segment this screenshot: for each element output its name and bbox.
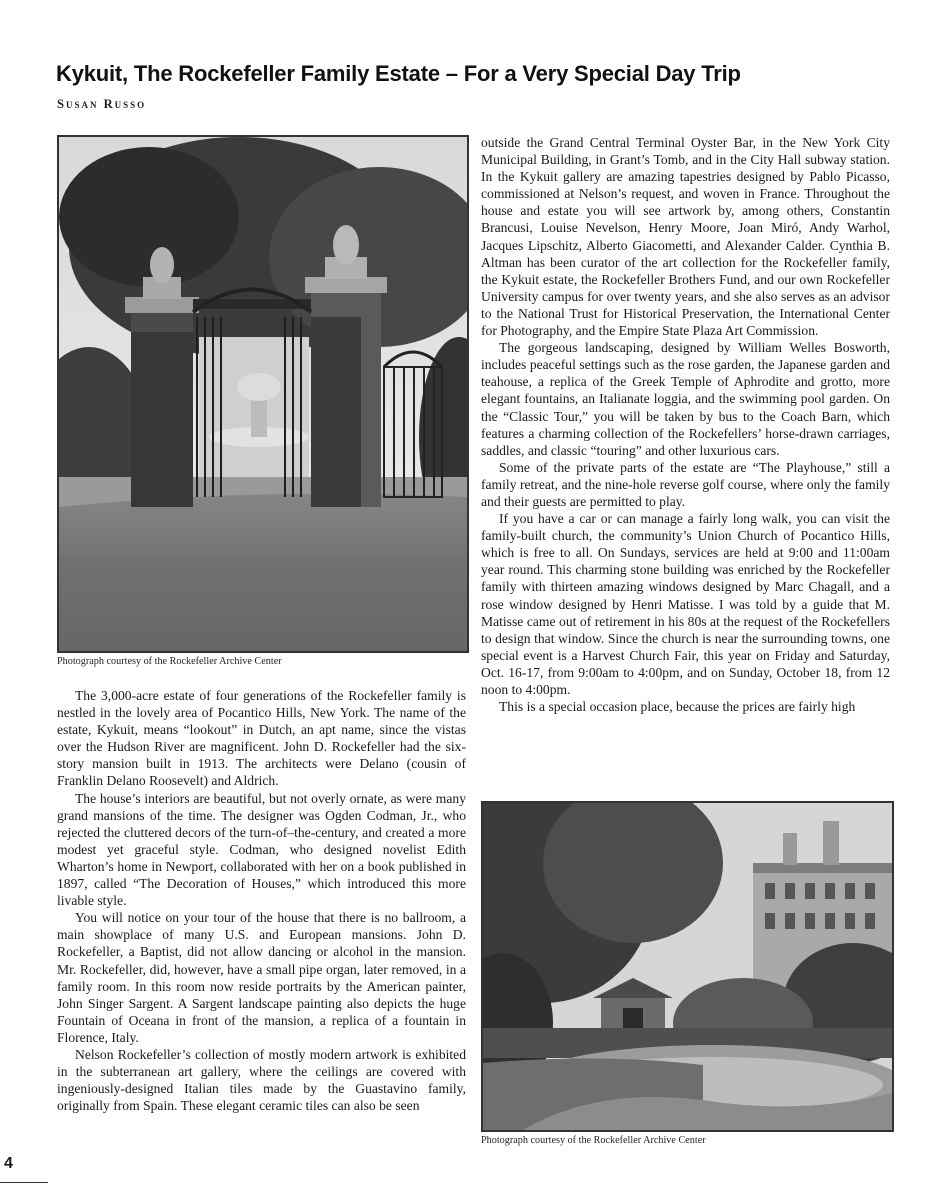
estate-gate-photo — [57, 135, 469, 653]
left-column-text — [57, 687, 466, 1114]
paragraph: The gorgeous landscaping, designed by William Welles Bosworth, includes peaceful settings such as the rose garden, the Japanese garden and teahouse, a replica of the Greek Temple of Aphrodite and grotto, more elegant fountains, an Italianate loggia, and the swimming pool garden. On the “Classic Tour,” you will be taken by bus to the Coach Barn, which features a charming collection of the Rockefellers’ horse-drawn carriages, saddles, and classic “touring” and other luxurious cars. — [481, 340, 890, 458]
paragraph: Some of the private parts of the estate are “The Playhouse,” still a family retreat, and the nine-hole reverse golf course, where only the family and their guests are permitted to play. — [481, 459, 890, 509]
gate-photo-caption: Photograph courtesy of the Rockefeller Archive Center — [57, 656, 282, 667]
right-column-text — [481, 134, 890, 715]
paragraph: The 3,000-acre estate of four generations of the Rockefeller family is nestled in the lovely area of Pocantico Hills, New York. The name of the estate, Kykuit, means “lookout” in Dutch, an apt name, since the vistas over the Hudson River are magnificent. John D. Rockefeller had the six-story mansion built in 1913. The architects were Delano (cousin of Franklin Delano Roosevelt) and Aldrich. — [57, 688, 466, 789]
page-number — [0, 1155, 48, 1183]
paragraph: If you have a car or can manage a fairly long walk, you can visit the family-built church, the community’s Union Church of Pocantico Hills, which is free to all. On Sundays, services are held at 9:00 and 11:00am year round. This charming stone building was enriched by the Rockefeller family with thirteen amazing windows designed by Marc Chagall, and a rose window designed by Henri Matisse. I was told by a guide that M. Matisse came out of retirement in his 80s at the request of the Rockefellers to design that window. Since the church is near the surrounding towns, one special event is a Harvest Church Fair, this year on Friday and Saturday, Oct. 16-17, from 9:00am to 4:00pm, and on Sunday, October 18, from 12 noon to 4:00pm. — [481, 511, 890, 697]
paragraph: This is a special occasion place, because the prices are fairly high — [499, 699, 856, 715]
article-title: Kykuit, The Rockefeller Family Estate – For a Very Special Day Trip — [56, 61, 741, 86]
paragraph: outside the Grand Central Terminal Oyster Bar, in the New York City Municipal Building, in Grant’s Tomb, and in the City Hall subway station. In the Kykuit gallery are amazing tapestries designed by Pablo Picasso, commissioned at Nelson’s request, and woven in France. Throughout the house and estate you will see artwork by, among others, Constantin Brancusi, Louise Nevelson, Henry Moore, Joan Miró, Andy Warhol, Jacques Lipschitz, Alberto Giacometti, and Alexander Calder. Cynthia B. Altman has been curator of the art collection for the Rockefeller family, the Kykuit estate, the Rockefeller Brothers Fund, and our own Rockefeller University campus for over twenty years, and she also serves as an advisor to the National Trust for Historical Preservation, the International Center for Photography, and the Empire State Plaza Art Commission. — [481, 135, 890, 339]
page-number-label: 4 — [4, 1155, 13, 1172]
paragraph: The house’s interiors are beautiful, but not overly ornate, as were many grand mansions of the time. The designer was Ogden Codman, Jr., who rejected the cluttered decors of the turn-of–the-century, and created a more modest yet graceful style. Codman, who designed novelist Edith Wharton’s home in Newport, collaborated with her on a book published in 1897, called “The Decoration of Houses,” which introduced this more livable style. — [57, 790, 466, 909]
garden-photo-caption: Photograph courtesy of the Rockefeller Archive Center — [481, 1135, 706, 1146]
author-byline: Susan Russo — [57, 97, 147, 111]
garden-pond-photo — [481, 801, 894, 1132]
paragraph: You will notice on your tour of the house that there is no ballroom, a main showplace of many U.S. and European mansions. John D. Rockefeller, a Baptist, did not allow dancing or alcohol in the mansion. Mr. Rockefeller, did, however, have a small pipe organ, later removed, in a family room. In this room now reside portraits by the American painter, John Singer Sargent. A Sargent landscape painting also depicts the huge Fountain of Oceana in front of the mansion, a replica of a fountain in Florence, Italy. — [57, 910, 466, 1045]
paragraph: Nelson Rockefeller’s collection of mostly modern artwork is exhibited in the subterranean art gallery, where the ceilings are covered with ingeniously-designed Italian tiles made by the Guastavino family, originally from Spain. These elegant ceramic tiles can also be seen — [57, 1046, 466, 1114]
